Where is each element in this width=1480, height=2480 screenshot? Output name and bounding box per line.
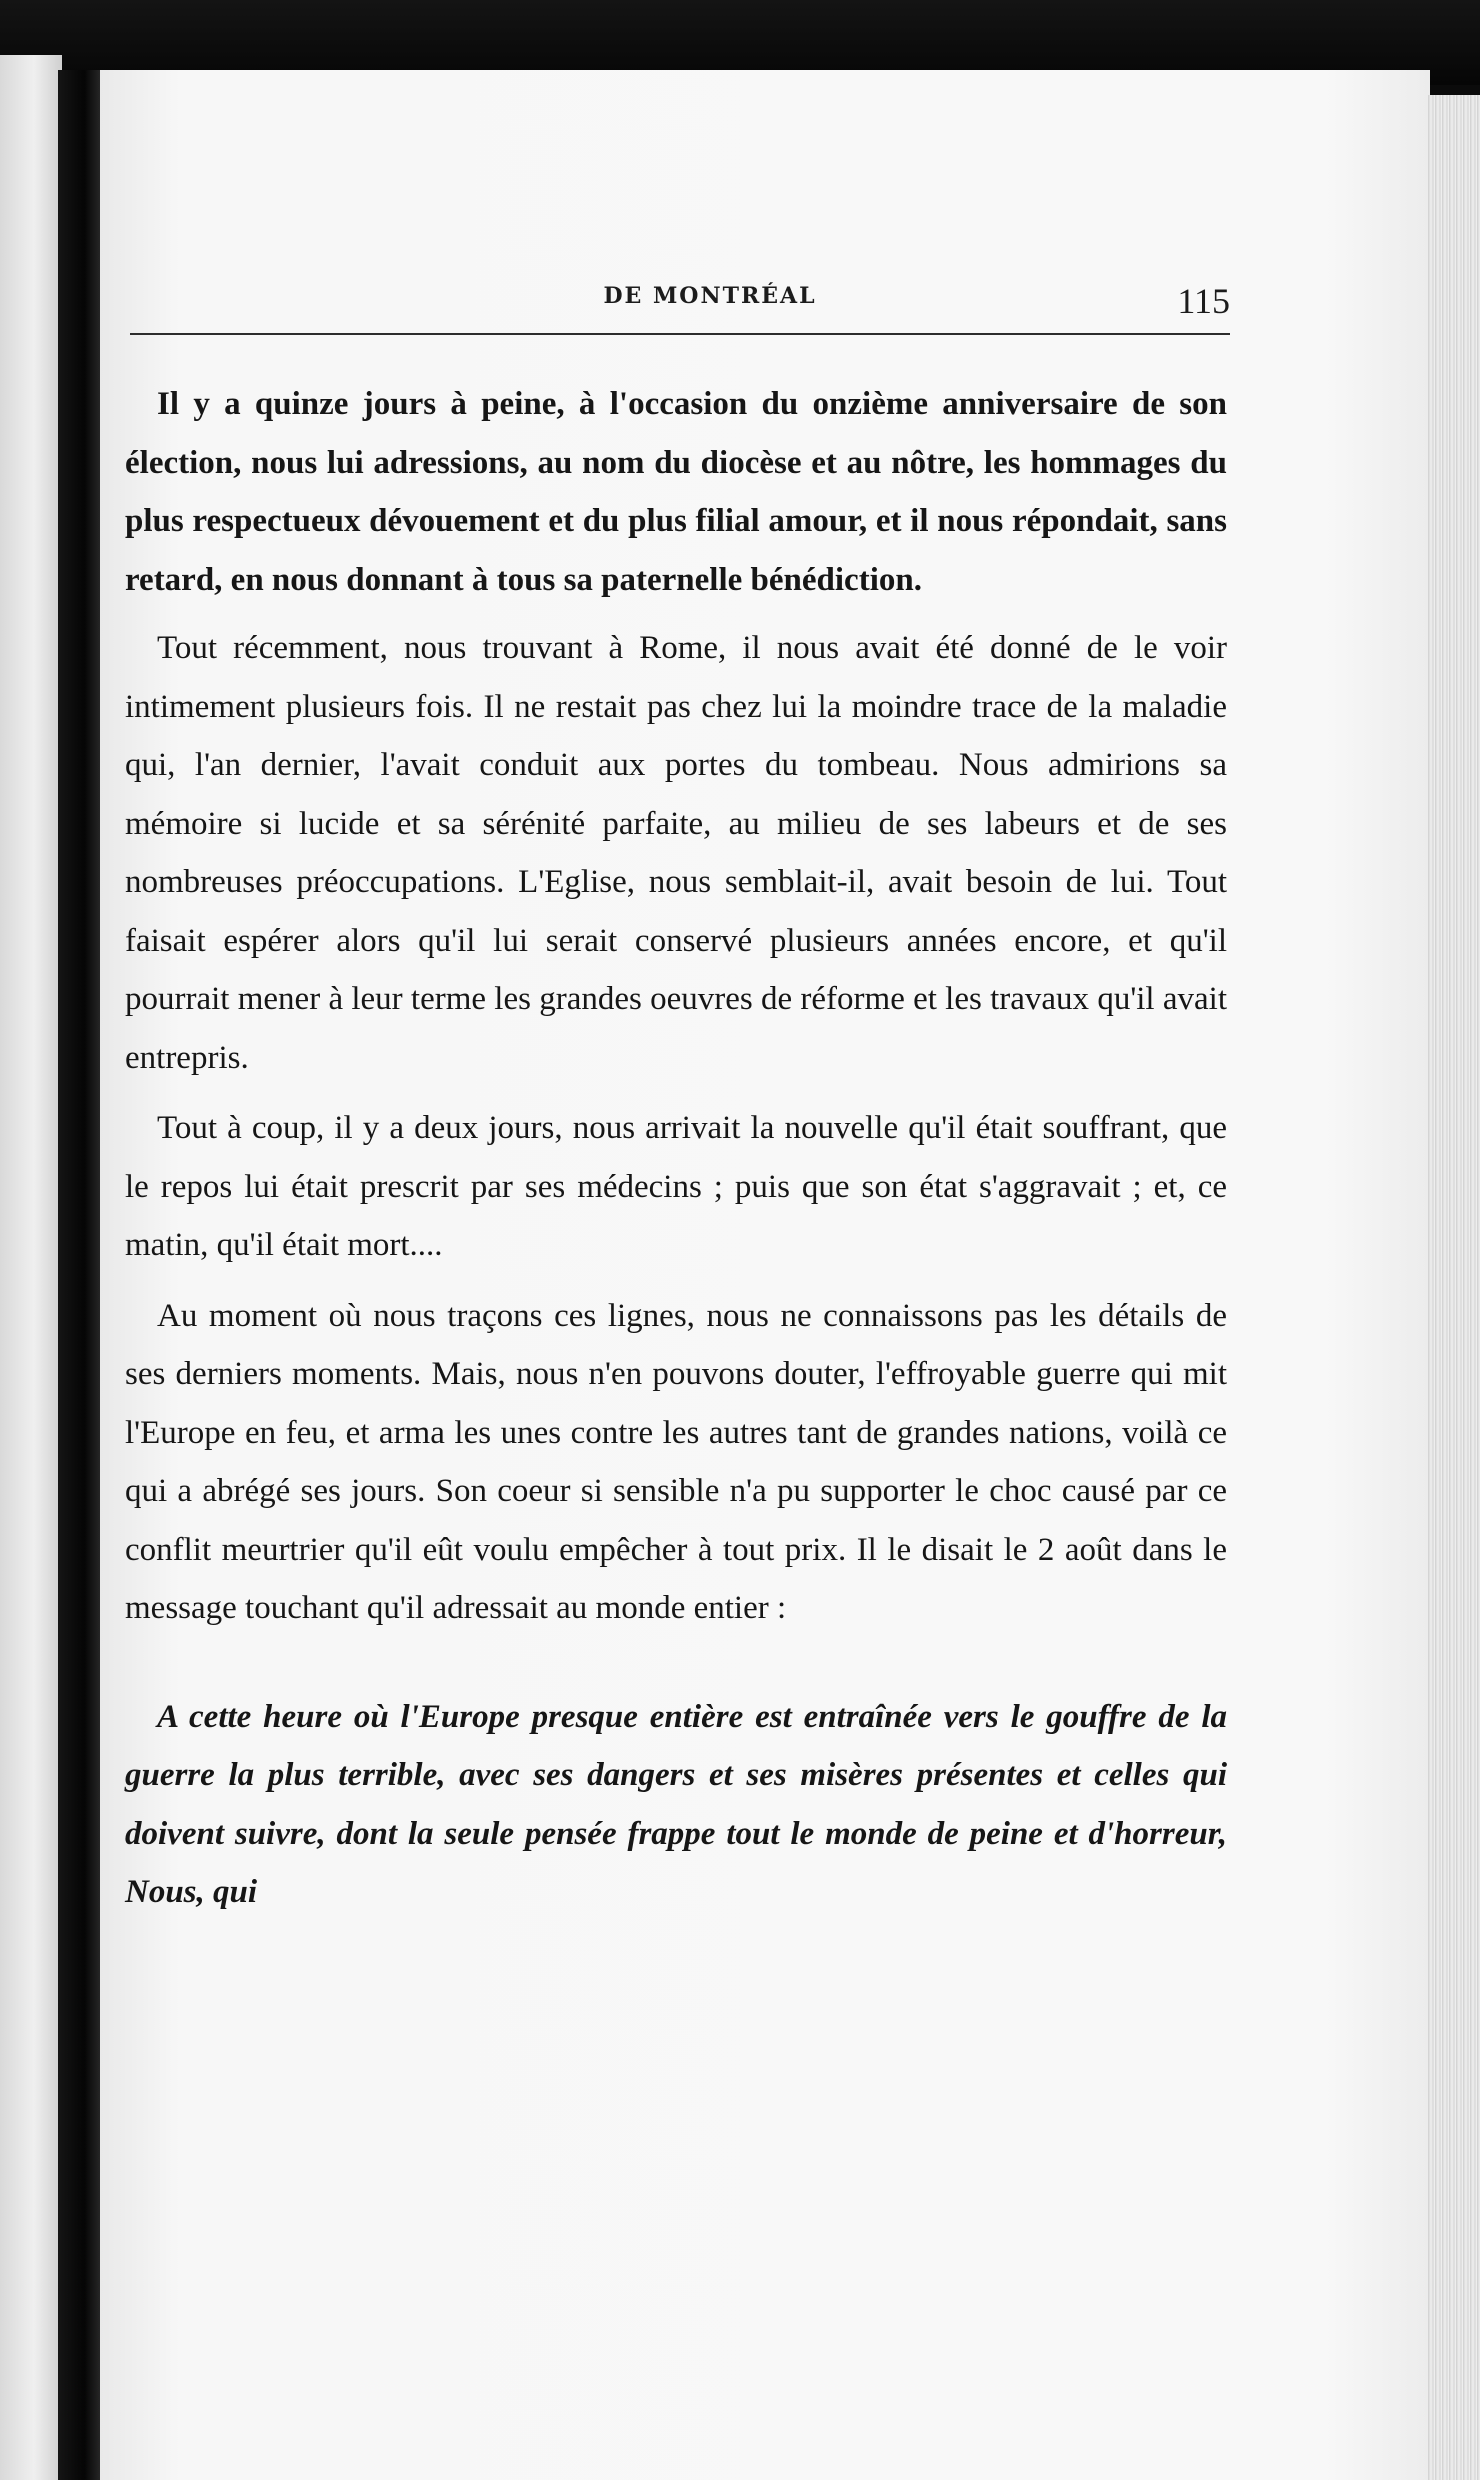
quoted-message: A cette heure où l'Europe presque entière est entraînée vers le gouffre de la guerre la plus terrible, avec ses dangers et ses misères présentes et celles qui doivent suivre, dont la seule pensée frappe tout le monde de peine et d'horreur, Nous, qui xyxy=(125,1698,1227,1910)
facing-page-edge xyxy=(0,55,62,2480)
paragraph: Il y a quinze jours à peine, à l'occasion du onzième anniversaire de son élection, nous lui adressions, au nom du diocèse et au nôtre, les hommages du plus respectueux dévouement et du plus filial amour, et il nous répondait, sans retard, en nous donnant à tous sa paternelle bénédiction. xyxy=(125,386,1227,598)
page-number: 115 xyxy=(1177,281,1230,321)
running-head: DE MONTRÉAL xyxy=(603,283,817,309)
paragraph: Tout récemment, nous trouvant à Rome, il nous avait été donné de le voir intimement plusieurs fois. Il ne restait pas chez lui la moindre trace de la maladie qui, l'an dernier, l'avait conduit aux portes du tombeau. Nous admirions sa mémoire si lucide et sa sérénité parfaite, au milieu de ses labeurs et de ses nombreuses préoccupations. L'Eglise, nous semblait-il, avait besoin de lui. Tout faisait espérer alors qu'il lui serait conservé plusieurs années encore, et qu'il pourrait mener à leur terme les grandes oeuvres de réforme et les travaux qu'il avait entrepris. xyxy=(125,630,1227,1076)
paragraph: Tout à coup, il y a deux jours, nous arrivait la nouvelle qu'il était souffrant, que le repos lui était prescrit par ses médecins ; puis que son état s'aggravait ; et, ce matin, qu'il était mort.... xyxy=(125,1110,1227,1263)
paragraph: Au moment où nous traçons ces lignes, nous ne connaissons pas les détails de ses derniers moments. Mais, nous n'en pouvons douter, l'effroyable guerre qui mit l'Europe en feu, et arma les unes contre les autres tant de grandes nations, voilà ce qui a abrégé ses jours. Son coeur si sensible n'a pu supporter le choc causé par ce conflit meurtrier qu'il eût voulu empêcher à tout prix. Il le disait le 2 août dans le message touchant qu'il adressait au monde entier : xyxy=(125,1297,1227,1626)
book-gutter xyxy=(58,70,102,2480)
page-stack-edge xyxy=(1428,95,1480,2480)
body-text xyxy=(125,375,1227,1922)
header-rule xyxy=(130,333,1230,335)
